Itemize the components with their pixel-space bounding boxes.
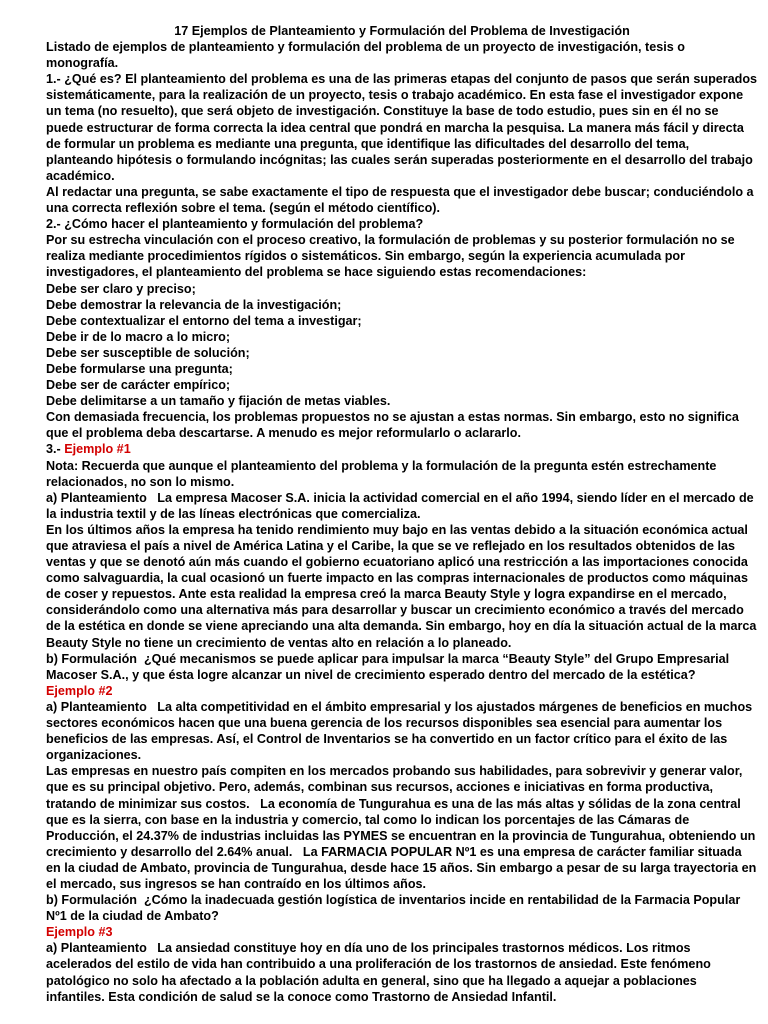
formulacion-label: b) Formulación (46, 651, 137, 666)
recommendation-item: Debe ser claro y preciso; (46, 281, 196, 296)
example-1-planteamiento-2: En los últimos años la empresa ha tenido rendimiento muy bajo en las ventas debido a la situación económica actual que atraviesa el país a nivel de América Latina y el Caribe, la que se ve reflejado en los resultados obtenidos de las ventas y que se denotó aún más cuando el gobierno ecuatoriano aplicó una restricción a las importaciones conocida como salvaguardia, la cual ocasionó un fuerte impacto en las compras internacionales de productos como máquinas de coser y repuestos. Ante esta realidad la empresa creó la marca Beauty Style y logra expandirse en el mercado, considerándolo como una alternativa más para desarrollar y buscar un crecimiento económico a través del mercado de la estética en donde se viene apreciando una alta demanda. Sin embargo, hoy en día la situación actual de la marca Beauty Style no tiene un crecimiento de ventas alto en relación a lo planeado. (46, 522, 757, 650)
example-1-formulacion (46, 651, 758, 683)
section-2-heading: 2.- ¿Cómo hacer el planteamiento y formulación del problema? (46, 217, 424, 232)
example-2-planteamiento-2: Las empresas en nuestro país compiten en los mercados probando sus habilidades, para sobrevivir y generar valor, que es su principal objetivo. Pero, además, combinan sus recursos, acciones e iniciativas en forma productiva, tratando de minimizar sus costos. La economía de Tungurahua es una de las más altas y sólidas de la zona central que es la sierra, con base en la industria y comercio, tal como lo indican los porcentajes de las Cámaras de Producción, el 24.37% de industrias incluidas las PYMES se encuentran en la provincia de Tungurahua, obteniendo un crecimiento y desarrollo del 2.64% anual. La FARMACIA POPULAR Nº1 es una empresa de carácter familiar situada en la ciudad de Ambato, provincia de Tungurahua, desde hace 15 años. Sin embargo a pesar de su larga trayectoria en el mercado, sus ingresos se han contraído en los últimos años. (46, 764, 760, 891)
recommendation-item: Debe ser susceptible de solución; (46, 345, 250, 360)
section-1-paragraph: 1.- ¿Qué es? El planteamiento del problema es una de las primeras etapas del conjunto de pasos que serán superados sistemáticamente, para la realización de un proyecto, tesis o trabajo académico. En esta fase el investigador expone un tema (no resuelto), que será objeto de investigación. Constituye la base de todo estudio, pues sin en él no se puede estructurar de forma correcta la idea central que pondrá en marcha la pesquisa. La manera más fácil y directa de formular un problema es mediante una pregunta, que identifique las dificultades del desarrollo del tema, planteando hipótesis o formulando incógnitas; las cuales serán superadas posteriormente en el desarrollo del trabajo académico. (46, 72, 758, 183)
note-paragraph: Nota: Recuerda que aunque el planteamiento del problema y la formulación de la pregunta estén estrechamente relacionados, no son lo mismo. (46, 458, 717, 489)
example-3-label: Ejemplo #3 (46, 925, 113, 940)
recommendation-item: Debe demostrar la relevancia de la investigación; (46, 297, 342, 312)
recommendation-item: Debe ser de carácter empírico; (46, 378, 231, 393)
planteamiento-label: a) Planteamiento (46, 941, 147, 956)
planteamiento-text: La alta competitividad en el ámbito empresarial y los ajustados márgenes de beneficios en muchos sectores económicos hacen que una buena gerencia de los recursos disponibles sea esencial para aumentar los beneficios de las empresas. Así, el Control de Inventarios se ha convertido en un factor crítico para el éxito de las organizaciones. (46, 699, 756, 763)
example-2-formulacion (46, 892, 758, 924)
recommendation-item: Debe formularse una pregunta; (46, 361, 233, 376)
recommendation-item: Debe delimitarse a un tamaño y fijación de metas viables. (46, 394, 391, 409)
example-1-label: Ejemplo #1 (64, 442, 131, 457)
document-title: 17 Ejemplos de Planteamiento y Formulación del Problema de Investigación (174, 24, 630, 38)
section-2-closing: Con demasiada frecuencia, los problemas propuestos no se ajustan a estas normas. Sin embargo, esto no significa que el problema deba descartarse. A menudo es mejor reformularlo o aclararlo. (46, 410, 739, 441)
planteamiento-text: La empresa Macoser S.A. inicia la actividad comercial en el año 1994, siendo líder en el mercado de la industria textil y de las líneas electrónicas que comercializa. (46, 490, 758, 521)
example-3-planteamiento (46, 940, 758, 1004)
planteamiento-label: a) Planteamiento (46, 699, 147, 714)
example-2-planteamiento (46, 699, 758, 763)
formulacion-text: ¿Qué mecanismos se puede aplicar para impulsar la marca “Beauty Style” del Grupo Empresarial Macoser S.A., y que ésta logre alcanzar un nivel de crecimiento esperado dentro del mercado de la estética? (46, 651, 733, 682)
section-2-paragraph: Por su estrecha vinculación con el proceso creativo, la formulación de problemas y su posterior formulación no se realiza mediante procedimientos rígidos o sistemáticos. Sin embargo, según la experiencia acumulada por investigadores, el planteamiento del problema se hace siguiendo estas recomendaciones: (46, 233, 735, 280)
intro-paragraph: Listado de ejemplos de planteamiento y formulación del problema de un proyecto de investigación, tesis o monografía. (46, 40, 685, 71)
example-2-label: Ejemplo #2 (46, 683, 113, 698)
planteamiento-label: a) Planteamiento (46, 490, 147, 505)
recommendation-item: Debe ir de lo macro a lo micro; (46, 329, 231, 344)
recommendation-item: Debe contextualizar el entorno del tema a investigar; (46, 313, 362, 328)
formulacion-label: b) Formulación (46, 893, 137, 908)
planteamiento-text: La ansiedad constituye hoy en día uno de los principales trastornos médicos. Los ritmos acelerados del estilo de vida han contribuido a una proliferación de los trastornos de ansiedad. Este fenómeno patológico no solo ha afectado a la población adulta en general, sino que ha llegado a aquejar a poblaciones infantiles. Esta condición de salud se la conoce como Trastorno de Ansiedad Infantil. (46, 941, 715, 1004)
example-1-heading (46, 441, 758, 457)
section-1-paragraph-2: Al redactar una pregunta, se sabe exactamente el tipo de respuesta que el investigador debe buscar; conduciéndolo a una correcta reflexión sobre el tema. (según el método científico). (46, 184, 754, 216)
formulacion-text: ¿Cómo la inadecuada gestión logística de inventarios incide en rentabilidad de la Farmacia Popular Nº1 de la ciudad de Ambato? (46, 893, 744, 924)
section-3-number: 3.- (46, 442, 65, 457)
example-1-planteamiento (46, 490, 758, 522)
